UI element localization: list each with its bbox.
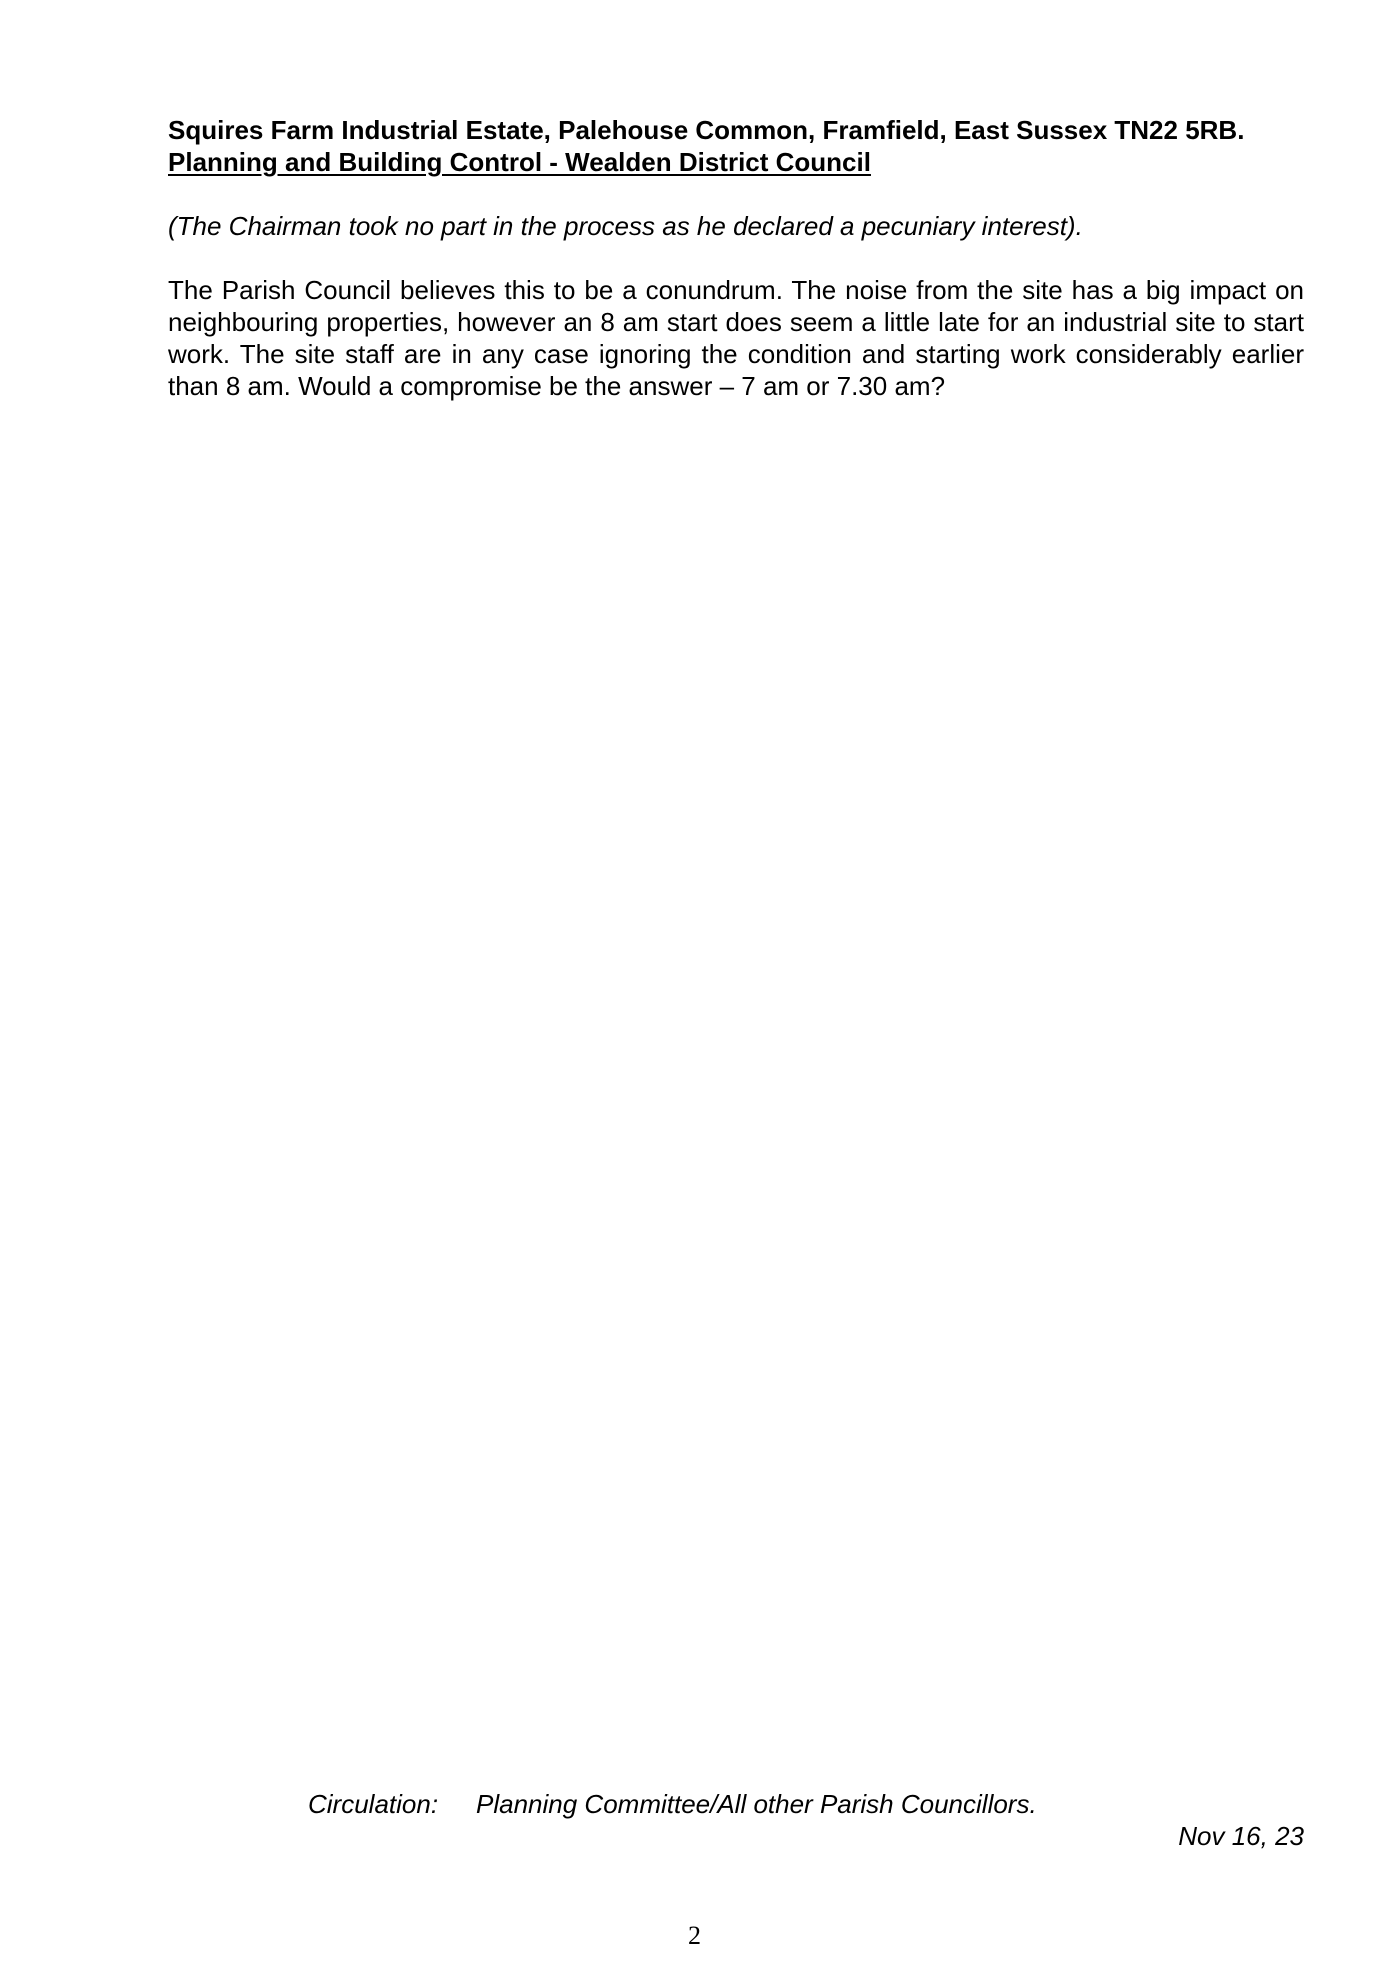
page-number: 2 — [688, 1921, 701, 1950]
document-content — [168, 114, 1304, 402]
document-date: Nov 16, 23 — [1178, 1821, 1304, 1851]
council-heading: Planning and Building Control - Wealden District Council — [168, 147, 871, 177]
circulation-line — [308, 1788, 1037, 1820]
circulation-value: Planning Committee/All other Parish Councillors. — [476, 1789, 1037, 1819]
site-address: Squires Farm Industrial Estate, Palehouse Common, Framfield, East Sussex TN22 5RB. — [168, 115, 1245, 145]
chairman-note: (The Chairman took no part in the process as he declared a pecuniary interest). — [168, 211, 1083, 241]
circulation-label: Circulation: — [308, 1789, 439, 1819]
comment-paragraph: The Parish Council believes this to be a conundrum. The noise from the site has a big impact on neighbouring properties, however an 8 am start does seem a little late for an industrial site to start work. The site staff are in any case ignoring the condition and starting work considerably earlier than 8 am. Would a compromise be the answer – 7 am or 7.30 am? — [168, 275, 1304, 401]
